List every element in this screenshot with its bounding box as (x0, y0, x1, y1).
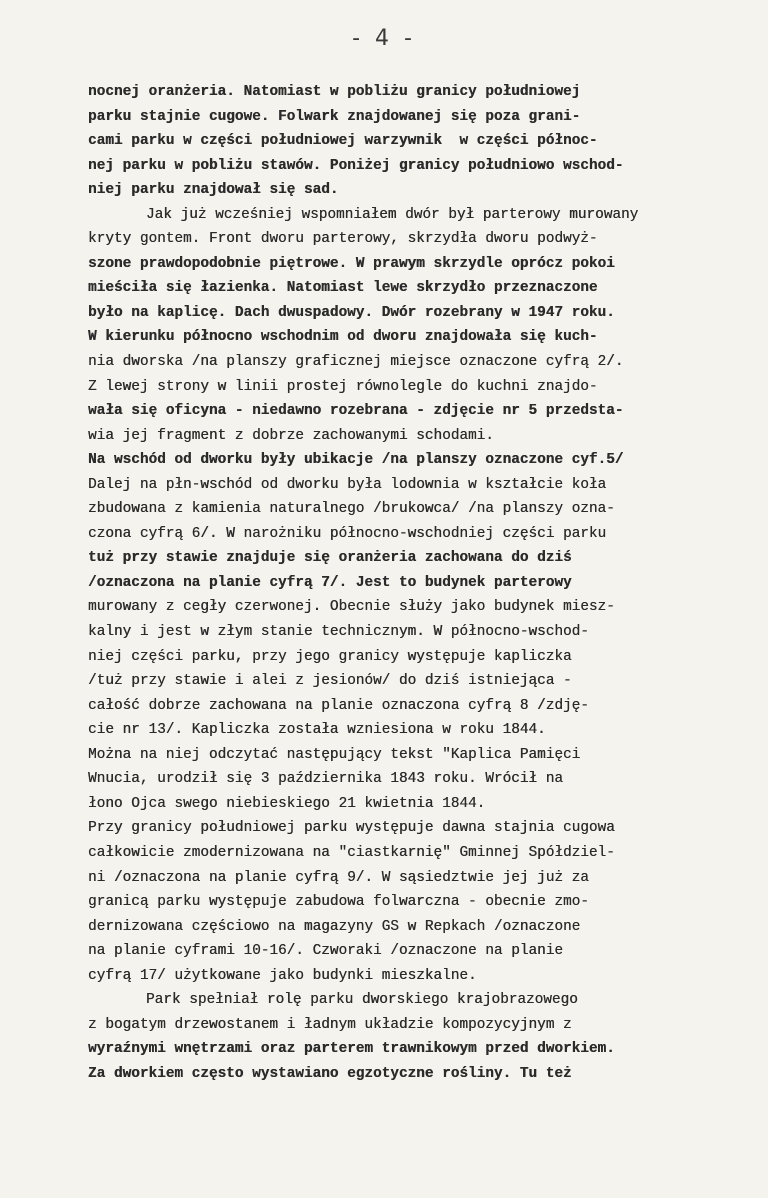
text-line: Park spełniał rolę parku dworskiego krajobrazowego (146, 992, 578, 1009)
text-line: nocnej oranżeria. Natomiast w pobliżu granicy południowej (88, 84, 581, 100)
text-line: cami parku w części południowej warzywnik w części północ- (88, 133, 598, 150)
text-line: Jak już wcześniej wspomniałem dwór był parterowy murowany (146, 206, 639, 223)
text-line: niej części parku, przy jego granicy występuje kapliczka (88, 648, 572, 665)
text-line: /tuż przy stawie i alei z jesionów/ do dziś istniejąca - (88, 673, 572, 690)
text-line: Przy granicy południowej parku występuje dawna stajnia cugowa (88, 820, 615, 837)
text-line: Na wschód od dworku były ubikacje /na planszy oznaczone cyf.5/ (88, 452, 624, 469)
text-line: na planie cyframi 10-16/. Czworaki /oznaczone na planie (88, 943, 563, 960)
text-line: czona cyfrą 6/. W narożniku północno-wschodniej części parku (88, 525, 607, 542)
text-line: nej parku w pobliżu stawów. Poniżej granicy południowo wschod- (88, 157, 624, 174)
text-line: całość dobrze zachowana na planie oznaczona cyfrą 8 /zdję- (88, 697, 589, 714)
text-line: całkowicie zmodernizowana na "ciastkarnię" Gminnej Spółdziel- (88, 844, 615, 861)
text-line: mieściła się łazienka. Natomiast lewe skrzydło przeznaczone (88, 280, 598, 297)
text-line: niej parku znajdował się sad. (88, 182, 339, 199)
body-text (88, 80, 760, 1086)
text-line: Z lewej strony w linii prostej równolegle do kuchni znajdo- (88, 378, 598, 395)
text-line: zbudowana z kamienia naturalnego /brukowca/ /na planszy ozna- (88, 501, 615, 518)
text-line: Wnucia, urodził się 3 października 1843 roku. Wrócił na (88, 771, 563, 788)
text-line: W kierunku północno wschodnim od dworu znajdowała się kuch- (88, 329, 598, 346)
text-line: granicą parku występuje zabudowa folwarczna - obecnie zmo- (88, 894, 589, 911)
text-line: wała się oficyna - niedawno rozebrana - zdjęcie nr 5 przedsta- (88, 403, 624, 420)
text-line: dernizowana częściowo na magazyny GS w Repkach /oznaczone (88, 918, 581, 935)
text-line: było na kaplicę. Dach dwuspadowy. Dwór rozebrany w 1947 roku. (88, 304, 615, 321)
text-line: murowany z cegły czerwonej. Obecnie służy jako budynek miesz- (88, 599, 615, 616)
text-line: parku stajnie cugowe. Folwark znajdowanej się poza grani- (88, 108, 581, 125)
text-line: ni /oznaczona na planie cyfrą 9/. W sąsiedztwie jej już za (88, 869, 589, 886)
page-number: - 4 - (352, 26, 416, 51)
text-line: Można na niej odczytać następujący tekst "Kaplica Pamięci (88, 746, 581, 763)
text-line: tuż przy stawie znajduje się oranżeria zachowana do dziś (88, 550, 572, 567)
text-line: Za dworkiem często wystawiano egzotyczne rośliny. Tu też (88, 1065, 572, 1082)
text-line: szone prawdopodobnie piętrowe. W prawym skrzydle oprócz pokoi (88, 255, 615, 272)
text-line: cyfrą 17/ użytkowane jako budynki mieszkalne. (88, 967, 477, 984)
text-line: Dalej na płn-wschód od dworku była lodownia w kształcie koła (88, 476, 607, 493)
text-line: kryty gontem. Front dworu parterowy, skrzydła dworu podwyż- (88, 231, 598, 248)
text-line: /oznaczona na planie cyfrą 7/. Jest to budynek parterowy (88, 574, 572, 591)
text-line: kalny i jest w złym stanie technicznym. W północno-wschod- (88, 624, 589, 641)
text-line: wyraźnymi wnętrzami oraz parterem trawnikowym przed dworkiem. (88, 1041, 615, 1058)
text-line: nia dworska /na planszy graficznej miejsce oznaczone cyfrą 2/. (88, 354, 624, 371)
text-line: wia jej fragment z dobrze zachowanymi schodami. (88, 427, 494, 444)
text-line: łono Ojca swego niebieskiego 21 kwietnia 1844. (88, 795, 486, 812)
text-line: z bogatym drzewostanem i ładnym układzie kompozycyjnym z (88, 1016, 572, 1033)
text-line: cie nr 13/. Kapliczka została wzniesiona w roku 1844. (88, 722, 546, 739)
